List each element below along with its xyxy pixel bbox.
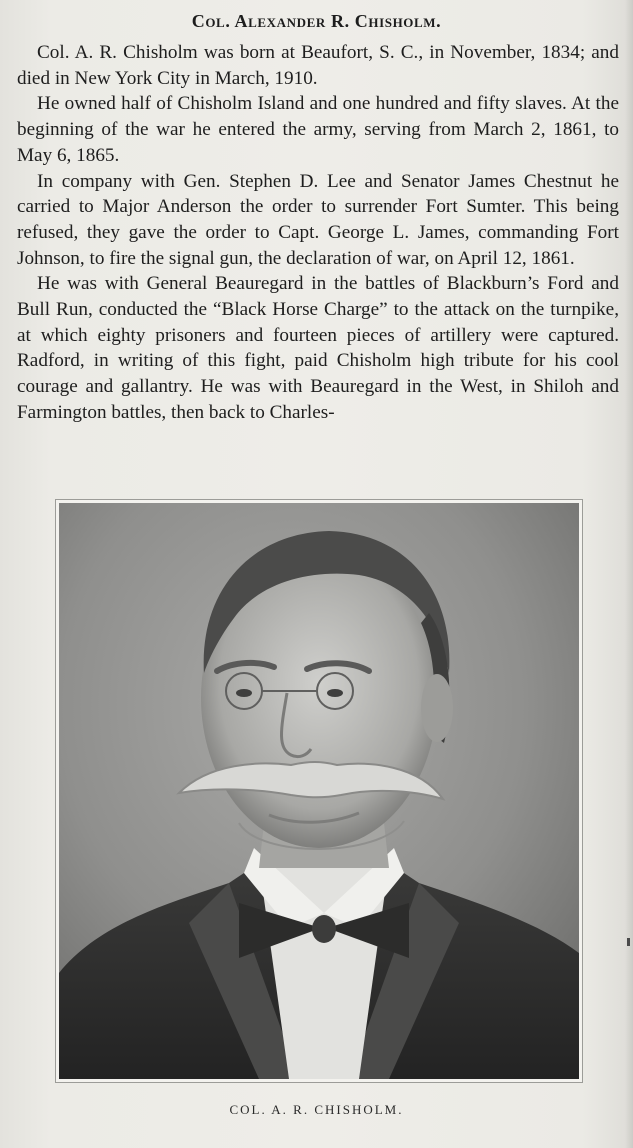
paragraph-fort-sumter: In company with Gen. Stephen D. Lee and Senator James Chestnut he carried to Major Anderson the order to surrender Fort Sumter. This being refused, they gave the order to Capt. George L. James, commanding Fort Johnson, to fire the signal gun, the declaration of war, on April 12, 1861. xyxy=(17,170,619,269)
paragraph-birth: Col. A. R. Chisholm was born at Beaufort, S. C., in November, 1834; and died in New York City in March, 1910. xyxy=(17,42,619,89)
margin-mark xyxy=(627,938,630,946)
page-edge-shadow xyxy=(625,0,633,1148)
portrait-photograph xyxy=(59,503,579,1079)
paragraph-battles: He was with General Beauregard in the battles of Blackburn’s Ford and Bull Run, conducted the “Black Horse Charge” to the attack on the turnpike, at which eighty prisoners and fourteen pieces of artillery were captured. Radford, in writing of this fight, paid Chisholm high tribute for his cool courage and gallantry. He was with Beauregard in the West, in Shiloh and Farmington battles, then back to Charles- xyxy=(17,273,619,423)
portrait-frame xyxy=(55,499,583,1083)
portrait-caption: COL. A. R. CHISHOLM. xyxy=(229,1102,404,1117)
paragraph-island: He owned half of Chisholm Island and one hundred and fifty slaves. At the beginning of the war he entered the army, serving from March 2, 1861, to May 6, 1865. xyxy=(17,93,619,166)
article-heading: Col. Alexander R. Chisholm. xyxy=(191,11,442,31)
article-body xyxy=(17,40,619,426)
